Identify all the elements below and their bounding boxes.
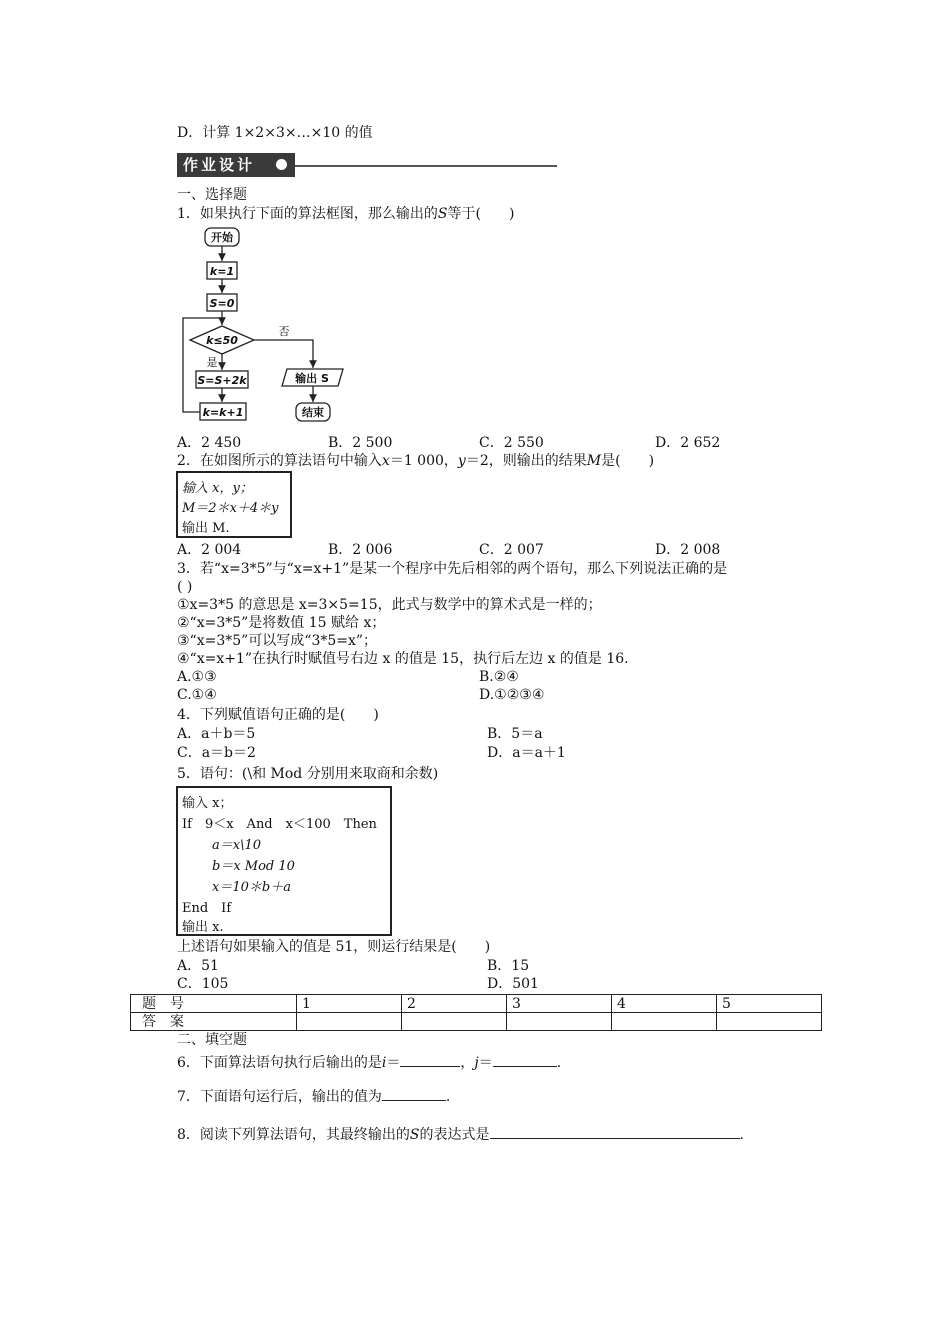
q6: 6．下面算法语句执行后输出的是i＝ ，j＝ . (177, 1055, 562, 1071)
q3-item: ②“x=3*5”是将数值 15 赋给 x； (177, 615, 386, 631)
q3-option-d: D.①②③④ (479, 687, 545, 703)
table-row (131, 1013, 822, 1031)
q2-code-line: M＝2＊x＋4＊y (182, 501, 279, 516)
q6-blank-j[interactable] (493, 1053, 557, 1067)
q4-option-a: A．a＋b＝5 (177, 726, 256, 742)
q4-stem: 4．下列赋值语句正确的是( ) (177, 707, 379, 723)
q1-option-b: B．2 500 (328, 435, 393, 451)
q8: 8．阅读下列算法语句，其最终输出的S的表达式是 . (177, 1127, 744, 1143)
q4-option-d: D．a＝a＋1 (487, 745, 566, 761)
table-header-cell: 答 案 (131, 1013, 297, 1031)
flow-start-label: 开始 (211, 231, 233, 244)
flow-update-k-label: k=k+1 (202, 406, 244, 419)
q5-code-line: a＝x\10 (212, 838, 262, 853)
section2-title: 二、填空题 (177, 1032, 247, 1048)
q3-option-c: C.①④ (177, 687, 217, 703)
q5-code-line: x＝10＊b＋a (212, 880, 291, 895)
q5-option-d: D．501 (487, 976, 539, 992)
table-cell: 4 (612, 995, 717, 1013)
flow-init-k-label: k=1 (209, 265, 235, 278)
answer-input[interactable] (717, 1013, 822, 1031)
q2-option-a: A．2 004 (177, 542, 242, 558)
section-banner: 作业设计 (177, 153, 295, 177)
q3-item: ①x=3*5 的意思是 x=3×5=15，此式与数学中的算术式是一样的； (177, 597, 602, 613)
answer-input[interactable] (507, 1013, 612, 1031)
q5-code-line: 输入 x； (182, 796, 233, 811)
q2-option-b: B．2 006 (328, 542, 393, 558)
q4-option-c: C．a＝b＝2 (177, 745, 256, 761)
q5-after: 上述语句如果输入的值是 51，则运行结果是( ) (177, 939, 491, 955)
flow-init-s-label: S=0 (209, 297, 235, 310)
q5-code-line: End If (182, 901, 232, 916)
flow-output-label: 输出 S (295, 372, 329, 385)
flow-update-s-label: S=S+2k (197, 374, 247, 387)
q3-option-a: A.①③ (177, 669, 217, 685)
q1-option-d: D．2 652 (655, 435, 721, 451)
section1-title: 一、选择题 (177, 187, 247, 203)
flow-condition-label: k≤50 (206, 334, 238, 347)
q5-code-box (176, 786, 392, 936)
answer-input[interactable] (612, 1013, 717, 1031)
q3-paren: ( ) (177, 579, 193, 595)
table-cell: 1 (297, 995, 402, 1013)
q1-option-a: A．2 450 (177, 435, 242, 451)
q2-code-line: 输入 x，y； (182, 481, 253, 496)
q8-blank[interactable] (490, 1125, 740, 1139)
table-header-cell: 题 号 (131, 995, 297, 1013)
q6-blank-i[interactable] (400, 1053, 460, 1067)
q5-option-c: C．105 (177, 976, 229, 992)
q3-item: ④“x=x+1”在执行时赋值号右边 x 的值是 15，执行后左边 x 的值是 16. (177, 651, 629, 667)
q3-item: ③“x=3*5”可以写成“3*5=x”； (177, 633, 378, 649)
flow-end-label: 结束 (302, 406, 324, 419)
q3-stem: 3．若“x=3*5”与“x=x+1”是某一个程序中先后相邻的两个语句，那么下列说法正确的是 (177, 561, 728, 577)
q2-code-box (176, 471, 292, 538)
q5-stem: 5．语句：(\和 Mod 分别用来取商和余数) (177, 766, 439, 782)
q3-option-b: B.②④ (479, 669, 519, 685)
table-cell: 5 (717, 995, 822, 1013)
q5-code-line: 输出 x. (182, 920, 224, 935)
table-cell: 2 (402, 995, 507, 1013)
q5-option-a: A．51 (177, 958, 219, 974)
q1-stem: 1．如果执行下面的算法框图，那么输出的S等于( ) (177, 206, 515, 222)
q2-option-d: D．2 008 (655, 542, 721, 558)
q7-blank[interactable] (382, 1087, 446, 1101)
flow-yes-label: 是 (206, 356, 218, 369)
q5-code-line: b＝x Mod 10 (212, 859, 295, 874)
q1-option-c: C．2 550 (479, 435, 544, 451)
q2-stem: 2．在如图所示的算法语句中输入x＝1 000，y＝2，则输出的结果M是( ) (177, 453, 655, 469)
q5-code-line: If 9＜x And x＜100 Then (182, 817, 377, 832)
table-cell: 3 (507, 995, 612, 1013)
flow-no-label: 否 (278, 325, 290, 338)
q2-code-line: 输出 M. (182, 521, 230, 536)
answer-table (130, 994, 822, 1031)
q5-option-b: B．15 (487, 958, 530, 974)
q4-option-b: B．5＝a (487, 726, 543, 742)
table-row (131, 995, 822, 1013)
q1-flowchart (0, 0, 950, 440)
q2-option-c: C．2 007 (479, 542, 544, 558)
answer-input[interactable] (297, 1013, 402, 1031)
option-d-top: D．计算 1×2×3×…×10 的值 (177, 125, 373, 141)
q7: 7．下面语句运行后，输出的值为 . (177, 1089, 451, 1105)
answer-input[interactable] (402, 1013, 507, 1031)
